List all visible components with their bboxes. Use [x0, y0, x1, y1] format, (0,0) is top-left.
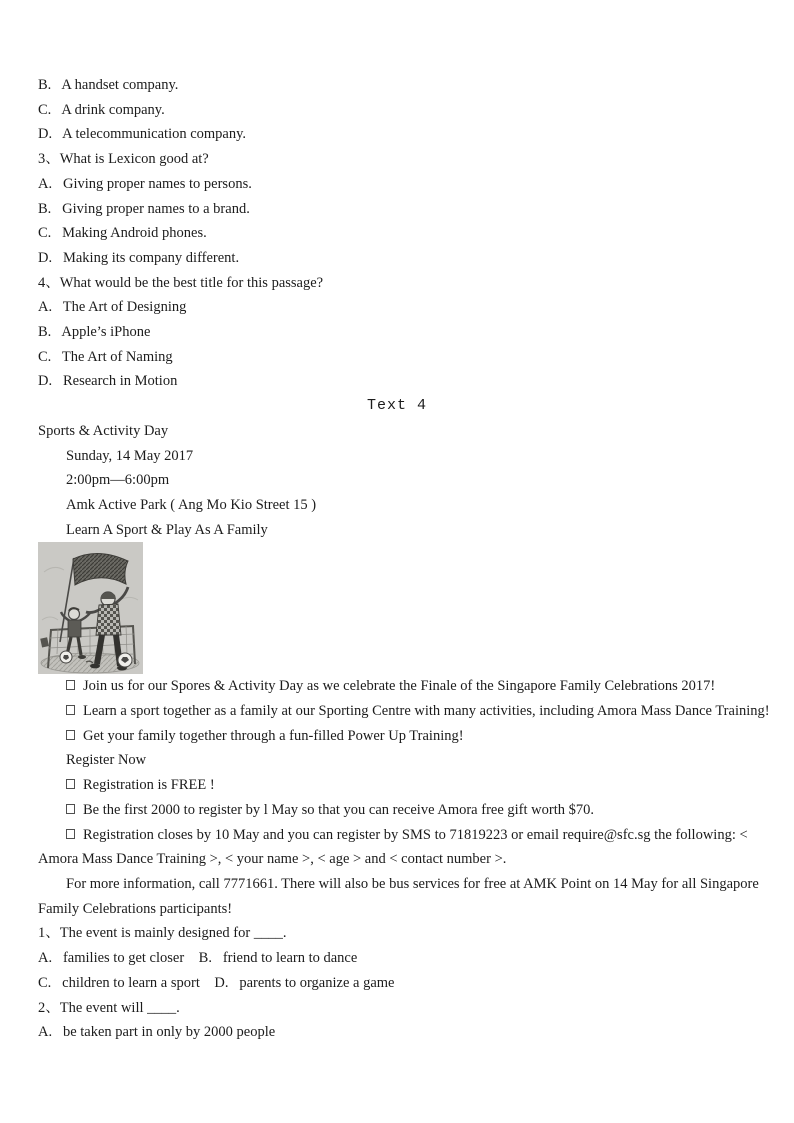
text-line — [38, 172, 756, 197]
bullet-square-icon — [66, 829, 75, 839]
text-line — [38, 271, 756, 296]
line-text: D. Making its company different. — [38, 249, 240, 266]
text-line — [38, 798, 756, 823]
line-text: Text 4 — [366, 397, 427, 415]
text-line — [38, 394, 756, 419]
bullet-square-icon — [66, 804, 75, 814]
text-line — [38, 946, 756, 971]
text-line — [38, 674, 756, 699]
line-text: For more information, call 7771661. There will also be bus services for free at AMK Point on 14 May for all Singapore — [66, 875, 759, 892]
line-text: C. The Art of Naming — [38, 348, 173, 365]
text-line — [38, 493, 756, 518]
text-line — [38, 699, 770, 724]
line-text: Amora Mass Dance Training >, < your name >, < age > and < contact number >. — [38, 851, 507, 868]
line-text: D. A telecommunication company. — [38, 126, 247, 143]
line-text: C. A drink company. — [38, 101, 165, 118]
text-line — [38, 872, 759, 897]
line-text: A. be taken part in only by 2000 people — [38, 1024, 276, 1041]
bullet-square-icon — [66, 680, 75, 690]
event-illustration-svg — [38, 542, 143, 674]
line-text: 1、The event is mainly designed for ____. — [38, 925, 287, 942]
text-line — [38, 197, 756, 222]
text-line — [38, 98, 756, 123]
line-text: D. Research in Motion — [38, 373, 178, 390]
text-line — [38, 724, 756, 749]
text-line — [38, 221, 756, 246]
bullet-square-icon — [66, 705, 75, 715]
text-line — [38, 369, 756, 394]
line-text: 4、What would be the best title for this passage? — [38, 274, 324, 291]
bullet-square-icon — [66, 779, 75, 789]
line-text: Sunday, 14 May 2017 — [66, 447, 194, 464]
text-line — [38, 320, 756, 345]
line-text: C. children to learn a sport D. parents to organize a game — [38, 974, 395, 991]
text-line — [38, 444, 756, 469]
line-text: Be the first 2000 to register by l May so that you can receive Amora free gift worth $70. — [83, 801, 594, 818]
line-text: Register Now — [66, 752, 147, 769]
line-text: Registration is FREE ! — [83, 777, 215, 794]
line-text: 3、What is Lexicon good at? — [38, 151, 209, 168]
text-line — [38, 147, 756, 172]
line-text: Family Celebrations participants! — [38, 900, 233, 917]
line-text: Join us for our Spores & Activity Day as we celebrate the Finale of the Singapore Family Celebrations 2017! — [83, 678, 716, 695]
text-line — [38, 748, 756, 773]
post-image-text-block — [38, 674, 770, 1045]
line-text: Learn a sport together as a family at our Sporting Centre with many activities, including Amora Mass Dance Training! — [83, 703, 770, 720]
text-line — [38, 921, 756, 946]
document-content — [38, 73, 770, 1045]
line-text: C. Making Android phones. — [38, 225, 207, 242]
line-text: Learn A Sport & Play As A Family — [66, 521, 268, 538]
text-line — [38, 847, 756, 872]
event-illustration — [38, 542, 143, 674]
text-line — [38, 996, 756, 1021]
line-text: B. Giving proper names to a brand. — [38, 200, 250, 217]
line-text: B. Apple’s iPhone — [38, 324, 151, 341]
line-text: 2、The event will ____. — [38, 999, 180, 1016]
text-line — [38, 1020, 756, 1045]
text-line — [38, 73, 756, 98]
line-text: Sports & Activity Day — [38, 422, 169, 439]
line-text: A. families to get closer B. friend to learn to dance — [38, 950, 358, 967]
text-line — [38, 122, 756, 147]
text-line — [38, 345, 756, 370]
bullet-square-icon — [66, 730, 75, 740]
pre-image-text-block — [38, 73, 756, 542]
text-line — [38, 468, 756, 493]
line-text: Get your family together through a fun-filled Power Up Training! — [83, 727, 464, 744]
line-text: 2:00pm—6:00pm — [66, 472, 170, 489]
text-line — [38, 823, 756, 848]
line-text: B. A handset company. — [38, 77, 179, 93]
text-line — [38, 773, 756, 798]
line-text: Registration closes by 10 May and you can register by SMS to 71819223 or email require@sfc.sg the following: < — [83, 826, 748, 843]
text-line — [38, 295, 756, 320]
line-text: A. The Art of Designing — [38, 299, 187, 316]
text-line — [38, 419, 756, 444]
line-text: Amk Active Park ( Ang Mo Kio Street 15 ) — [66, 496, 317, 513]
text-line — [38, 971, 756, 996]
line-text: A. Giving proper names to persons. — [38, 175, 252, 192]
text-line — [38, 518, 756, 543]
text-line — [38, 897, 756, 922]
text-line — [38, 246, 756, 271]
